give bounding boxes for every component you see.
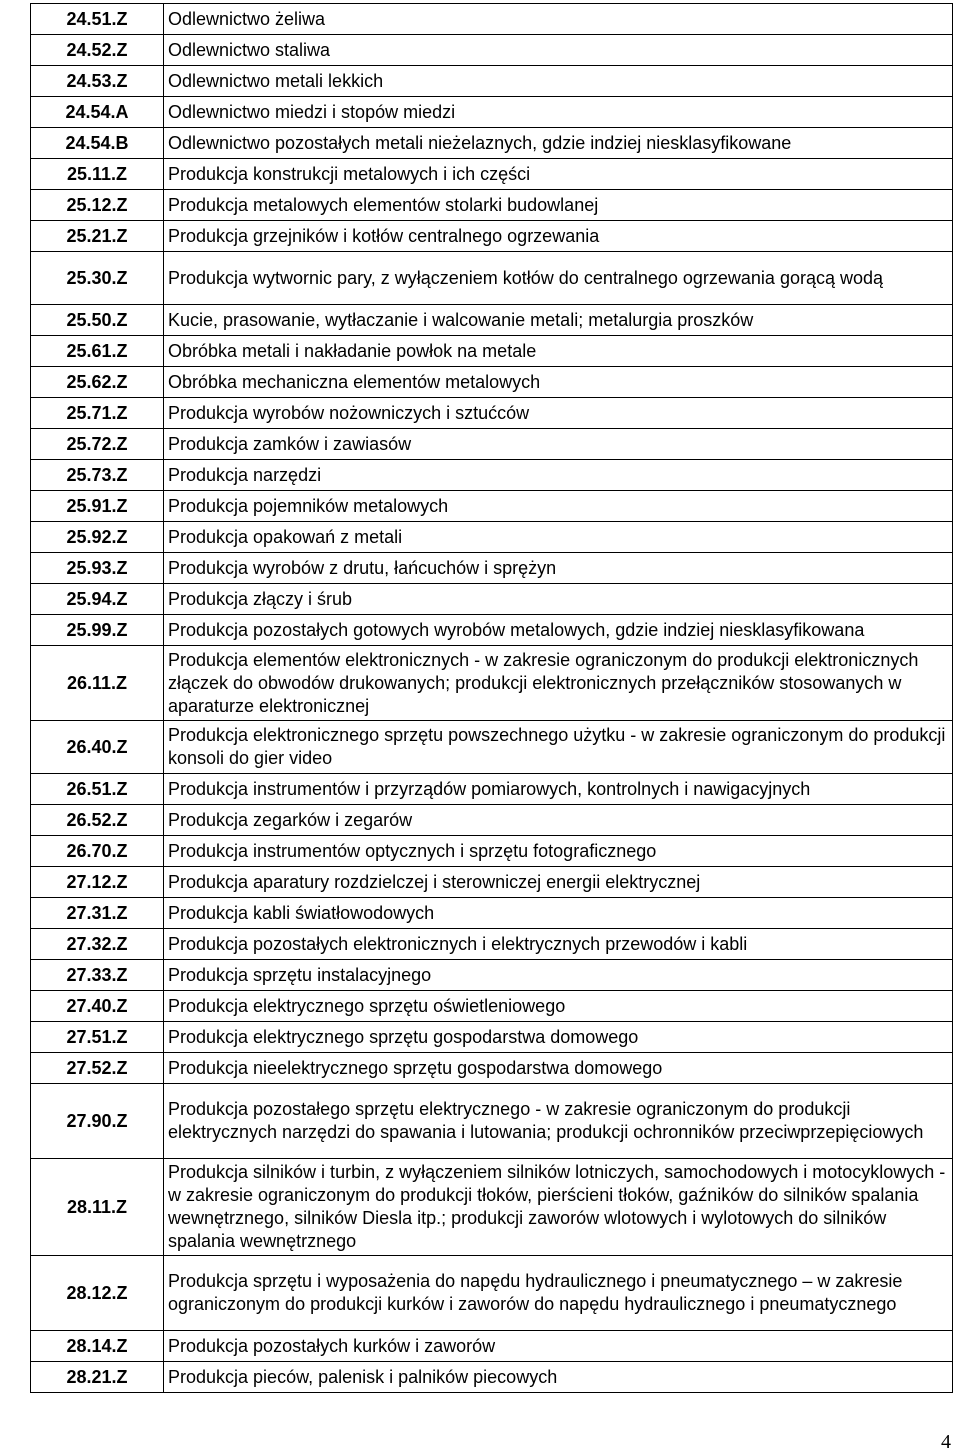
table-row	[31, 898, 953, 929]
pkd-code-cell: 27.12.Z	[31, 867, 164, 898]
table-row	[31, 522, 953, 553]
pkd-code-cell: 25.91.Z	[31, 491, 164, 522]
pkd-code-cell: 27.51.Z	[31, 1022, 164, 1053]
pkd-code-table	[30, 3, 953, 1393]
pkd-code-cell: 27.40.Z	[31, 991, 164, 1022]
pkd-code-cell: 27.32.Z	[31, 929, 164, 960]
table-row	[31, 35, 953, 66]
pkd-description-cell: Produkcja pozostałego sprzętu elektrycznego - w zakresie ograniczonym do produkcji elektrycznych narzędzi do spawania i lutowania; produkcji ochronników przeciwprzepięciowych	[164, 1084, 953, 1159]
pkd-code-cell: 27.52.Z	[31, 1053, 164, 1084]
pkd-code-cell: 25.12.Z	[31, 190, 164, 221]
pkd-description-cell: Odlewnictwo pozostałych metali nieżelaznych, gdzie indziej niesklasyfikowane	[164, 128, 953, 159]
pkd-code-cell: 24.51.Z	[31, 4, 164, 35]
pkd-description-cell: Produkcja złączy i śrub	[164, 584, 953, 615]
table-row	[31, 97, 953, 128]
pkd-code-cell: 26.70.Z	[31, 836, 164, 867]
pkd-description-cell: Produkcja sprzętu i wyposażenia do napędu hydraulicznego i pneumatycznego – w zakresie ograniczonym do produkcji kurków i zaworów do napędu hydraulicznego i pneumatycznego	[164, 1256, 953, 1331]
table-row	[31, 1159, 953, 1256]
pkd-code-cell: 27.31.Z	[31, 898, 164, 929]
pkd-code-cell: 25.11.Z	[31, 159, 164, 190]
pkd-description-cell: Produkcja nieelektrycznego sprzętu gospodarstwa domowego	[164, 1053, 953, 1084]
pkd-code-cell: 24.54.A	[31, 97, 164, 128]
pkd-description-cell: Produkcja instrumentów i przyrządów pomiarowych, kontrolnych i nawigacyjnych	[164, 774, 953, 805]
pkd-description-cell: Produkcja grzejników i kotłów centralnego ogrzewania	[164, 221, 953, 252]
pkd-description-cell: Produkcja elektrycznego sprzętu gospodarstwa domowego	[164, 1022, 953, 1053]
pkd-code-cell: 25.71.Z	[31, 398, 164, 429]
pkd-code-cell: 28.11.Z	[31, 1159, 164, 1256]
table-row	[31, 960, 953, 991]
pkd-description-cell: Obróbka mechaniczna elementów metalowych	[164, 367, 953, 398]
table-row	[31, 615, 953, 646]
table-row	[31, 1331, 953, 1362]
pkd-description-cell: Produkcja opakowań z metali	[164, 522, 953, 553]
pkd-description-cell: Produkcja konstrukcji metalowych i ich części	[164, 159, 953, 190]
pkd-description-cell: Produkcja zegarków i zegarów	[164, 805, 953, 836]
pkd-description-cell: Produkcja silników i turbin, z wyłączeniem silników lotniczych, samochodowych i motocyklowych - w zakresie ograniczonym do produkcji tłoków, pierścieni tłoków, gaźników do silników spalania wewnętrznego, silników Diesla itp.; produkcji zaworów wlotowych i wylotowych do silników spalania wewnętrznego	[164, 1159, 953, 1256]
table-row	[31, 646, 953, 721]
pkd-description-cell: Odlewnictwo metali lekkich	[164, 66, 953, 97]
pkd-description-cell: Produkcja wyrobów nożowniczych i sztućców	[164, 398, 953, 429]
pkd-code-cell: 25.62.Z	[31, 367, 164, 398]
pkd-code-cell: 26.51.Z	[31, 774, 164, 805]
pkd-code-cell: 24.52.Z	[31, 35, 164, 66]
table-row	[31, 867, 953, 898]
pkd-description-cell: Produkcja wyrobów z drutu, łańcuchów i sprężyn	[164, 553, 953, 584]
pkd-description-cell: Produkcja pojemników metalowych	[164, 491, 953, 522]
table-row	[31, 1022, 953, 1053]
pkd-code-cell: 27.33.Z	[31, 960, 164, 991]
pkd-description-cell: Produkcja pozostałych kurków i zaworów	[164, 1331, 953, 1362]
table-row	[31, 66, 953, 97]
pkd-code-cell: 25.30.Z	[31, 252, 164, 305]
pkd-code-cell: 25.73.Z	[31, 460, 164, 491]
table-row	[31, 774, 953, 805]
pkd-description-cell: Produkcja aparatury rozdzielczej i sterowniczej energii elektrycznej	[164, 867, 953, 898]
pkd-description-cell: Odlewnictwo miedzi i stopów miedzi	[164, 97, 953, 128]
table-row	[31, 1084, 953, 1159]
pkd-code-cell: 24.54.B	[31, 128, 164, 159]
pkd-description-cell: Produkcja narzędzi	[164, 460, 953, 491]
pkd-code-cell: 28.21.Z	[31, 1362, 164, 1393]
table-row	[31, 398, 953, 429]
table-row	[31, 159, 953, 190]
pkd-code-cell: 25.50.Z	[31, 305, 164, 336]
table-row	[31, 491, 953, 522]
table-row	[31, 553, 953, 584]
page-number: 4	[941, 1431, 951, 1453]
pkd-code-cell: 25.21.Z	[31, 221, 164, 252]
pkd-description-cell: Produkcja wytwornic pary, z wyłączeniem kotłów do centralnego ogrzewania gorącą wodą	[164, 252, 953, 305]
pkd-code-cell: 26.40.Z	[31, 721, 164, 774]
pkd-description-cell: Obróbka metali i nakładanie powłok na metale	[164, 336, 953, 367]
pkd-description-cell: Produkcja elementów elektronicznych - w zakresie ograniczonym do produkcji elektronicznych złączek do obwodów drukowanych; produkcji elektronicznych przełączników stosowanych w aparaturze elektronicznej	[164, 646, 953, 721]
pkd-description-cell: Produkcja pozostałych gotowych wyrobów metalowych, gdzie indziej niesklasyfikowana	[164, 615, 953, 646]
pkd-code-cell: 25.99.Z	[31, 615, 164, 646]
table-row	[31, 252, 953, 305]
table-row	[31, 584, 953, 615]
table-row	[31, 1362, 953, 1393]
table-row	[31, 836, 953, 867]
pkd-description-cell: Produkcja metalowych elementów stolarki budowlanej	[164, 190, 953, 221]
pkd-code-cell: 25.72.Z	[31, 429, 164, 460]
pkd-code-cell: 26.11.Z	[31, 646, 164, 721]
table-row	[31, 721, 953, 774]
pkd-code-cell: 25.92.Z	[31, 522, 164, 553]
table-row	[31, 1256, 953, 1331]
table-row	[31, 929, 953, 960]
pkd-description-cell: Produkcja pieców, palenisk i palników piecowych	[164, 1362, 953, 1393]
pkd-description-cell: Odlewnictwo staliwa	[164, 35, 953, 66]
table-row	[31, 429, 953, 460]
table-row	[31, 805, 953, 836]
pkd-code-cell: 27.90.Z	[31, 1084, 164, 1159]
pkd-description-cell: Odlewnictwo żeliwa	[164, 4, 953, 35]
pkd-description-cell: Kucie, prasowanie, wytłaczanie i walcowanie metali; metalurgia proszków	[164, 305, 953, 336]
pkd-description-cell: Produkcja pozostałych elektronicznych i elektrycznych przewodów i kabli	[164, 929, 953, 960]
table-row	[31, 367, 953, 398]
table-row	[31, 336, 953, 367]
table-row	[31, 460, 953, 491]
pkd-description-cell: Produkcja elektrycznego sprzętu oświetleniowego	[164, 991, 953, 1022]
pkd-description-cell: Produkcja kabli światłowodowych	[164, 898, 953, 929]
pkd-code-cell: 28.14.Z	[31, 1331, 164, 1362]
pkd-description-cell: Produkcja instrumentów optycznych i sprzętu fotograficznego	[164, 836, 953, 867]
pkd-code-cell: 24.53.Z	[31, 66, 164, 97]
table-row	[31, 221, 953, 252]
pkd-description-cell: Produkcja elektronicznego sprzętu powszechnego użytku - w zakresie ograniczonym do produkcji konsoli do gier video	[164, 721, 953, 774]
pkd-code-cell: 26.52.Z	[31, 805, 164, 836]
pkd-code-cell: 25.93.Z	[31, 553, 164, 584]
table-row	[31, 190, 953, 221]
table-row	[31, 128, 953, 159]
pkd-description-cell: Produkcja zamków i zawiasów	[164, 429, 953, 460]
pkd-code-cell: 25.94.Z	[31, 584, 164, 615]
table-row	[31, 4, 953, 35]
table-row	[31, 991, 953, 1022]
pkd-code-cell: 25.61.Z	[31, 336, 164, 367]
table-row	[31, 1053, 953, 1084]
pkd-code-cell: 28.12.Z	[31, 1256, 164, 1331]
table-row	[31, 305, 953, 336]
pkd-description-cell: Produkcja sprzętu instalacyjnego	[164, 960, 953, 991]
